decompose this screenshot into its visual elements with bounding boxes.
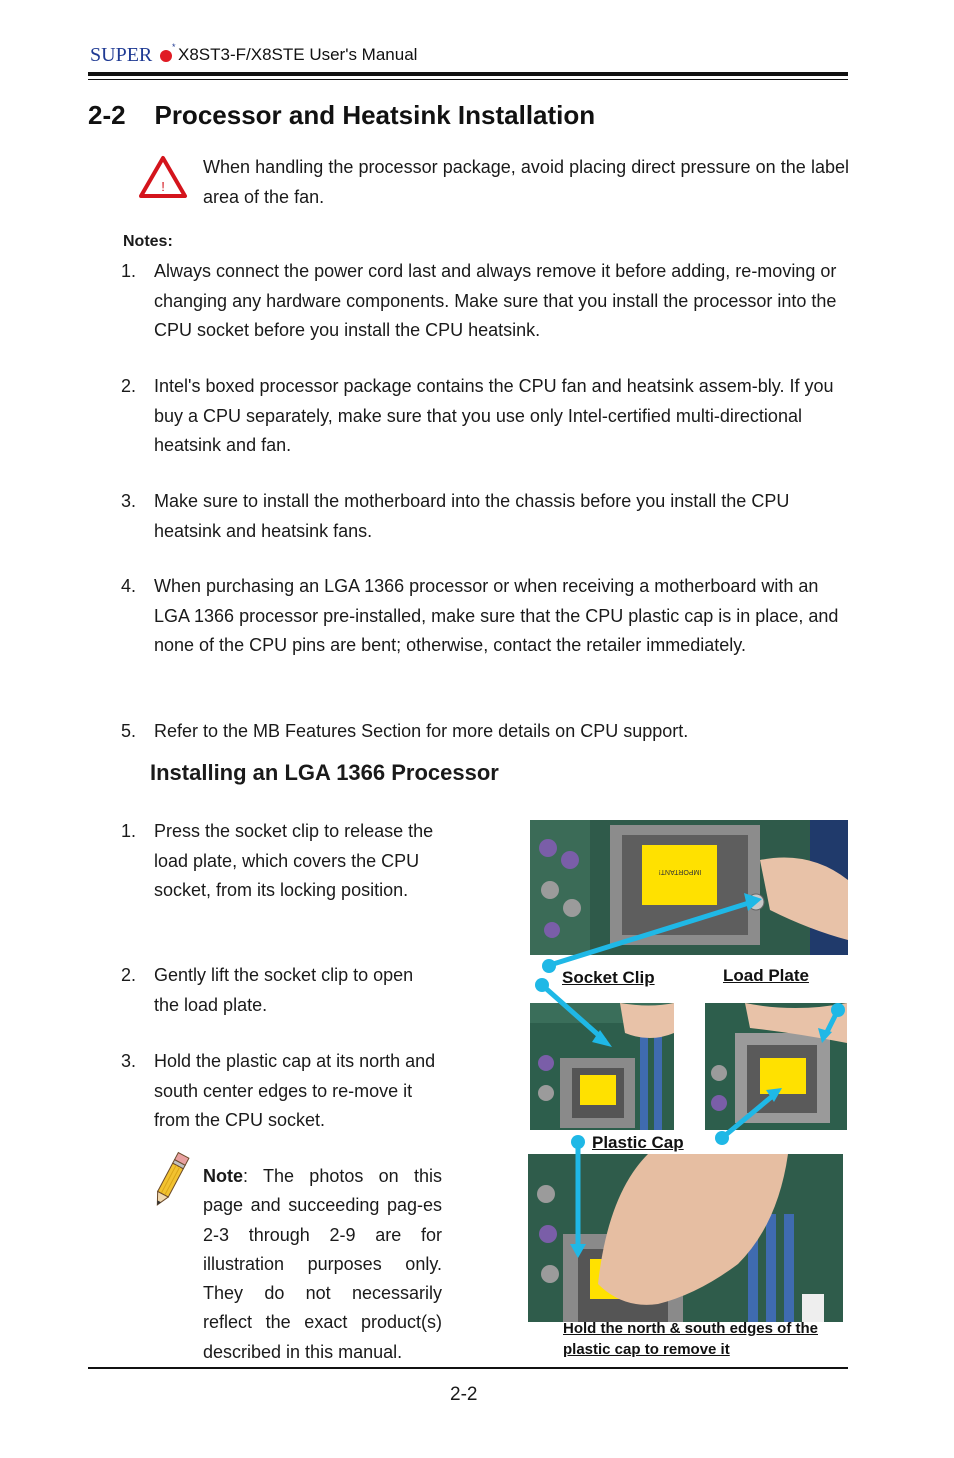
note-number: 3. bbox=[121, 491, 137, 511]
page-number: 2-2 bbox=[450, 1384, 478, 1405]
caption-load-plate: Load Plate bbox=[723, 966, 809, 985]
note-number: 1. bbox=[121, 261, 137, 281]
note-number: 4. bbox=[121, 576, 137, 596]
step-text: Hold the plastic cap at its north and south center edges to re-move it from the CPU socket. bbox=[154, 1051, 436, 1130]
note-number: 5. bbox=[121, 721, 137, 741]
cpu-label-text: IMPORTANT! bbox=[658, 868, 702, 875]
caption-plastic-cap: Plastic Cap bbox=[592, 1133, 684, 1152]
warning-text: When handling the processor package, avoid placing direct pressure on the label area of the fan. bbox=[203, 157, 849, 207]
step-text: Gently lift the socket clip to open the load plate. bbox=[154, 965, 414, 1015]
note-label: Note bbox=[203, 1166, 243, 1186]
brand-logo: SUPER bbox=[90, 44, 153, 66]
note-text: When purchasing an LGA 1366 processor or when receiving a motherboard with an LGA 1366 processor pre-installed, make sure that the CPU plastic cap is in place, and none of the CPU pins are bent; otherwise, contact the retailer immediately. bbox=[154, 576, 839, 655]
note-number: 2. bbox=[121, 376, 137, 396]
svg-text:!: ! bbox=[161, 179, 165, 194]
note-text: Intel's boxed processor package contains the CPU fan and heatsink assem-bly. If you buy a CPU separately, make sure that you use only Intel-certified multi-directional heatsink and fan. bbox=[154, 376, 834, 455]
caption-hold-edges: Hold the north & south edges of the plastic cap to remove it bbox=[563, 1320, 818, 1358]
brand-mark: * bbox=[172, 42, 176, 52]
step-number: 2. bbox=[121, 965, 137, 985]
notes-label: Notes: bbox=[123, 233, 173, 250]
footer-rule bbox=[88, 1367, 848, 1369]
note-text: Always connect the power cord last and always remove it before adding, re-moving or changing any hardware components. Make sure that you install the processor into the CPU socket before you install the CPU heatsink. bbox=[154, 261, 837, 340]
note-text: Make sure to install the motherboard into the chassis before you install the CPU heatsink and heatsink fans. bbox=[154, 491, 790, 541]
note-body: : The photos on this page and succeeding pag-es 2-3 through 2-9 are for illustration purposes only. They do not necessarily reflect the exact product(s) described in this manual. bbox=[203, 1166, 442, 1362]
step-text: Press the socket clip to release the load plate, which covers the CPU socket, from its locking position. bbox=[154, 821, 434, 900]
note-text: Refer to the MB Features Section for more details on CPU support. bbox=[154, 721, 689, 741]
caption-socket-clip: Socket Clip bbox=[562, 968, 655, 987]
manual-title: X8ST3-F/X8STE User's Manual bbox=[178, 45, 418, 64]
install-heading: Installing an LGA 1366 Processor bbox=[150, 760, 499, 785]
step-number: 1. bbox=[121, 821, 137, 841]
step-number: 3. bbox=[121, 1051, 137, 1071]
section-heading: 2-2 Processor and Heatsink Installation bbox=[88, 100, 596, 130]
